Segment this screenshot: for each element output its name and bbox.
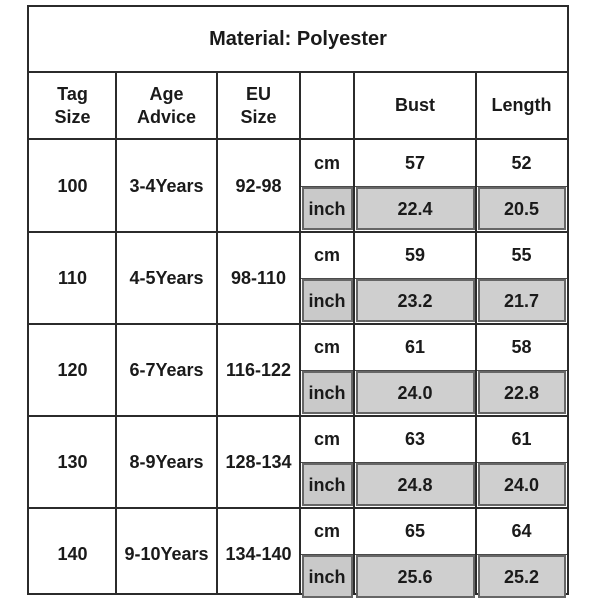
- bust-cm-value: 61: [404, 336, 426, 357]
- unit-inch-label: inch: [308, 198, 346, 219]
- tag-size-cell: 100: [57, 175, 88, 196]
- column-divider: [115, 73, 117, 593]
- header-tag-size: Tag Size: [54, 84, 91, 127]
- unit-cm-label: cm: [313, 244, 340, 265]
- chart-title: Material: Polyester: [29, 7, 567, 73]
- age-advice-cell: 9-10Years: [124, 543, 209, 564]
- length-inch-value: 20.5: [503, 198, 540, 219]
- bust-inch-value: 24.0: [397, 382, 433, 403]
- bust-inch-value: 23.2: [397, 290, 433, 311]
- tag-size-cell: 140: [57, 543, 88, 564]
- bust-inch-value: 25.6: [397, 566, 433, 587]
- column-divider: [475, 73, 477, 593]
- header-bust: Bust: [395, 95, 435, 116]
- bust-cm-value: 63: [404, 428, 426, 449]
- header-length: Length: [491, 95, 552, 116]
- age-advice-cell: 3-4Years: [129, 175, 204, 196]
- eu-size-cell: 128-134: [225, 451, 292, 472]
- tag-size-cell: 110: [57, 267, 88, 288]
- header-unit: [300, 73, 354, 138]
- length-cm-value: 52: [511, 152, 532, 173]
- unit-inch-label: inch: [308, 566, 346, 587]
- length-cm-value: 55: [511, 244, 532, 265]
- row-mid-divider: [300, 186, 567, 187]
- length-cm-value: 58: [511, 336, 532, 357]
- unit-cm-label: cm: [313, 428, 340, 449]
- bust-inch-value: 24.8: [397, 474, 433, 495]
- length-cm-value: 61: [511, 428, 532, 449]
- unit-cm-label: cm: [313, 520, 340, 541]
- bust-cm-value: 59: [404, 244, 426, 265]
- row-mid-divider: [300, 554, 567, 555]
- column-divider: [299, 73, 301, 593]
- age-advice-cell: 8-9Years: [129, 451, 204, 472]
- eu-size-cell: 92-98: [235, 175, 282, 196]
- bust-cm-value: 57: [404, 152, 426, 173]
- size-chart: [27, 5, 569, 595]
- length-inch-value: 22.8: [503, 382, 540, 403]
- unit-cm-label: cm: [313, 336, 340, 357]
- age-advice-cell: 6-7Years: [129, 359, 204, 380]
- column-divider: [353, 73, 355, 593]
- tag-size-cell: 120: [57, 359, 88, 380]
- header-eu-size: EU Size: [240, 84, 277, 127]
- tag-size-cell: 130: [57, 451, 88, 472]
- unit-inch-label: inch: [308, 382, 346, 403]
- eu-size-cell: 98-110: [230, 267, 287, 288]
- header-age-advice: Age Advice: [136, 84, 197, 127]
- length-inch-value: 21.7: [503, 290, 540, 311]
- length-inch-value: 24.0: [503, 474, 540, 495]
- length-cm-value: 64: [511, 520, 532, 541]
- row-mid-divider: [300, 462, 567, 463]
- age-advice-cell: 4-5Years: [129, 267, 204, 288]
- bust-cm-value: 65: [404, 520, 426, 541]
- eu-size-cell: 116-122: [225, 359, 292, 380]
- eu-size-cell: 134-140: [225, 543, 292, 564]
- bust-inch-value: 22.4: [397, 198, 433, 219]
- unit-inch-label: inch: [308, 290, 346, 311]
- row-mid-divider: [300, 370, 567, 371]
- unit-cm-label: cm: [313, 152, 340, 173]
- unit-inch-label: inch: [308, 474, 346, 495]
- row-mid-divider: [300, 278, 567, 279]
- column-divider: [216, 73, 218, 593]
- length-inch-value: 25.2: [503, 566, 540, 587]
